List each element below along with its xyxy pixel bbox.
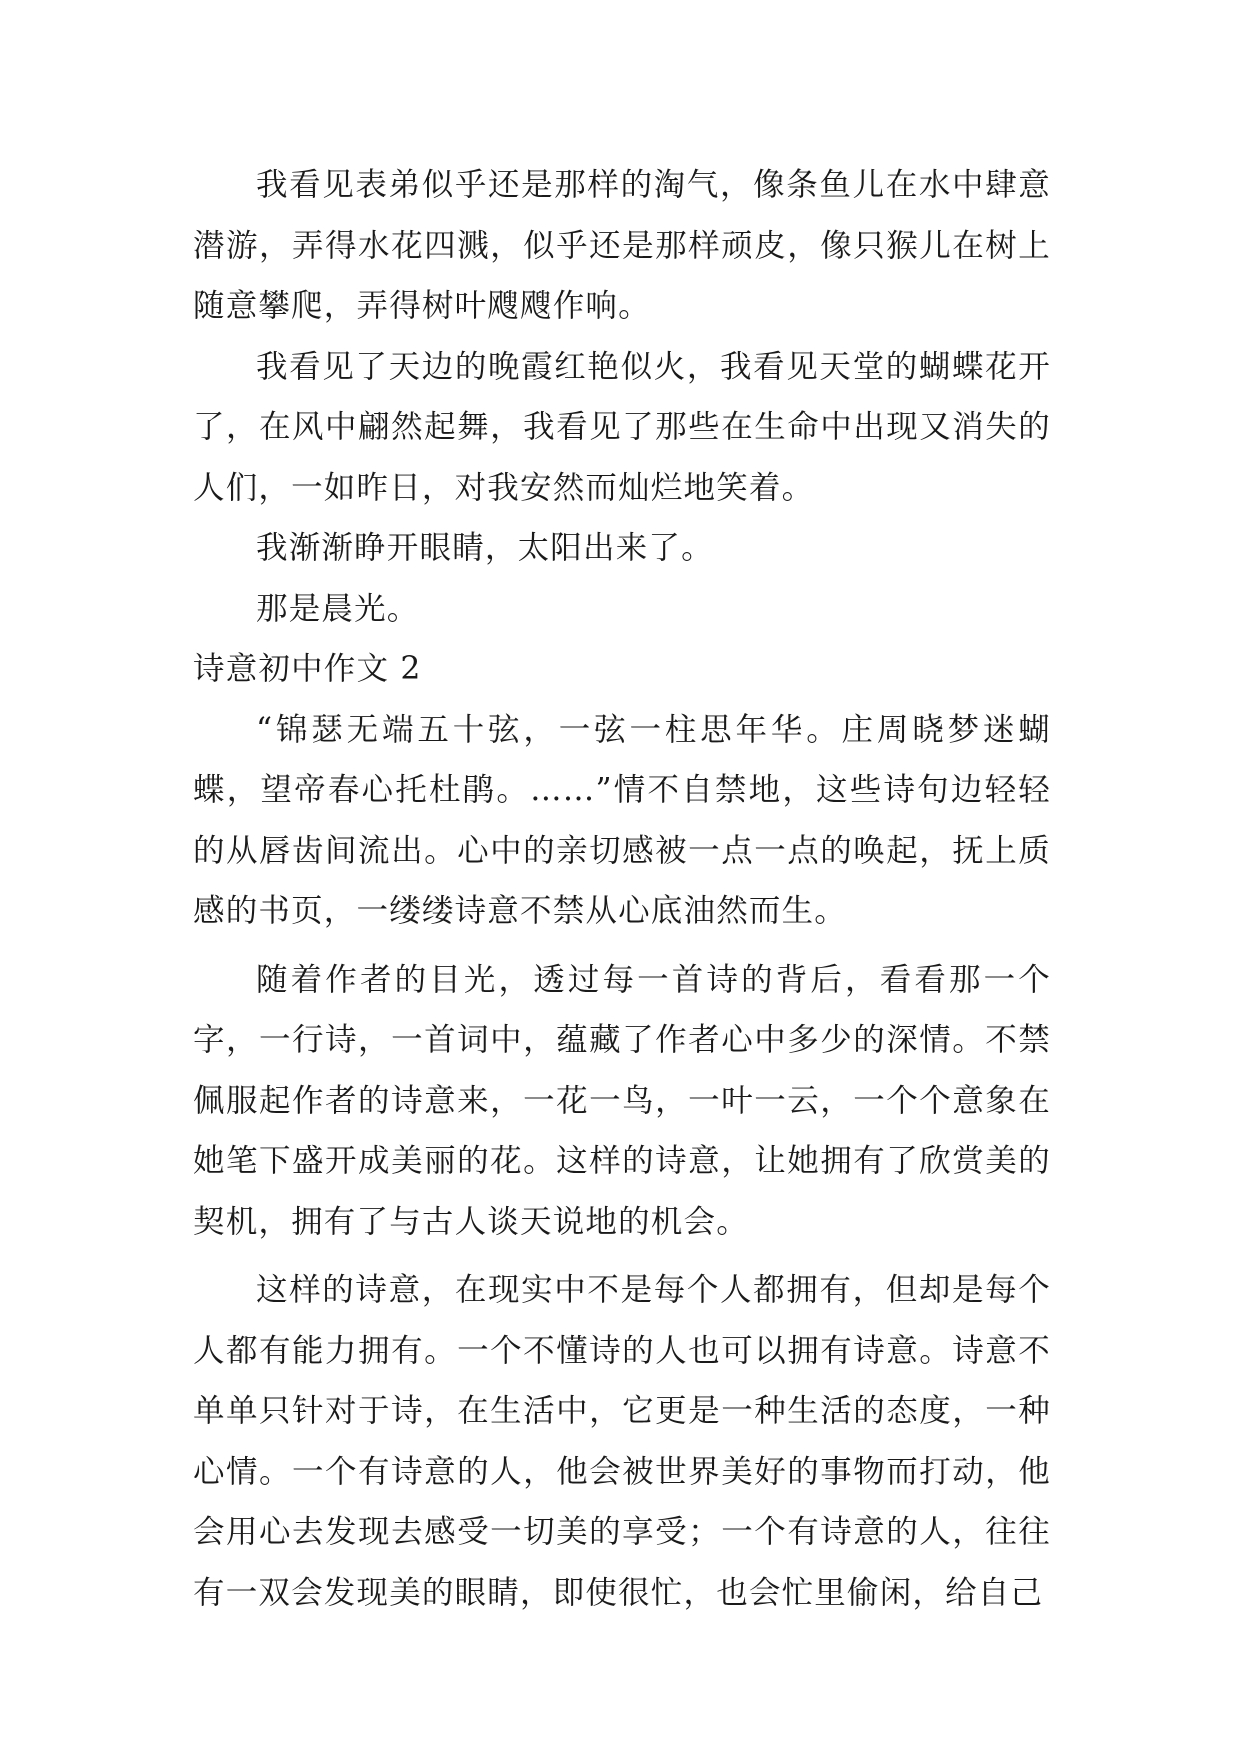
paragraph-2: 我看见了天边的晚霞红艳似火，我看见天堂的蝴蝶花开了，在风中翩然起舞，我看见了那些在生命中出现又消失的人们，一如昨日，对我安然而灿烂地笑着。	[193, 348, 1051, 506]
paragraph-5: “锦瑟无端五十弦，一弦一柱思年华。庄周晓梦迷蝴蝶，望帝春心托杜鹃。……”情不自禁地，这些诗句边轻轻的从唇齿间流出。心中的亲切感被一点一点的唤起，抚上质感的书页，一缕缕诗意不禁从心底油然而生。	[193, 711, 1051, 929]
paragraph-7: 这样的诗意，在现实中不是每个人都拥有，但却是每个人都有能力拥有。一个不懂诗的人也可以拥有诗意。诗意不单单只针对于诗，在生活中，它更是一种生活的态度，一种心情。一个有诗意的人，他会被世界美好的事物而打动，他会用心去发现去感受一切美的享受；一个有诗意的人，往往有一双会发现美的眼睛，即使很忙，也会忙里偷闲，给自己	[193, 1272, 1051, 1611]
paragraph-1: 我看见表弟似乎还是那样的淘气，像条鱼儿在水中肆意潜游，弄得水花四溅，似乎还是那样顽皮，像只猴儿在树上随意攀爬，弄得树叶飕飕作响。	[193, 167, 1051, 324]
document-page	[193, 155, 1051, 1623]
paragraph-6: 随着作者的目光，透过每一首诗的背后，看看那一个字，一行诗，一首词中，蕴藏了作者心中多少的深情。不禁佩服起作者的诗意来，一花一鸟，一叶一云，一个个意象在她笔下盛开成美丽的花。这样的诗意，让她拥有了欣赏美的契机，拥有了与古人谈天说地的机会。	[193, 961, 1051, 1240]
paragraph-4: 那是晨光。	[256, 590, 420, 627]
paragraph-3: 我渐渐睁开眼睛，太阳出来了。	[256, 530, 714, 566]
section-title: 诗意初中作文 2	[193, 651, 422, 687]
